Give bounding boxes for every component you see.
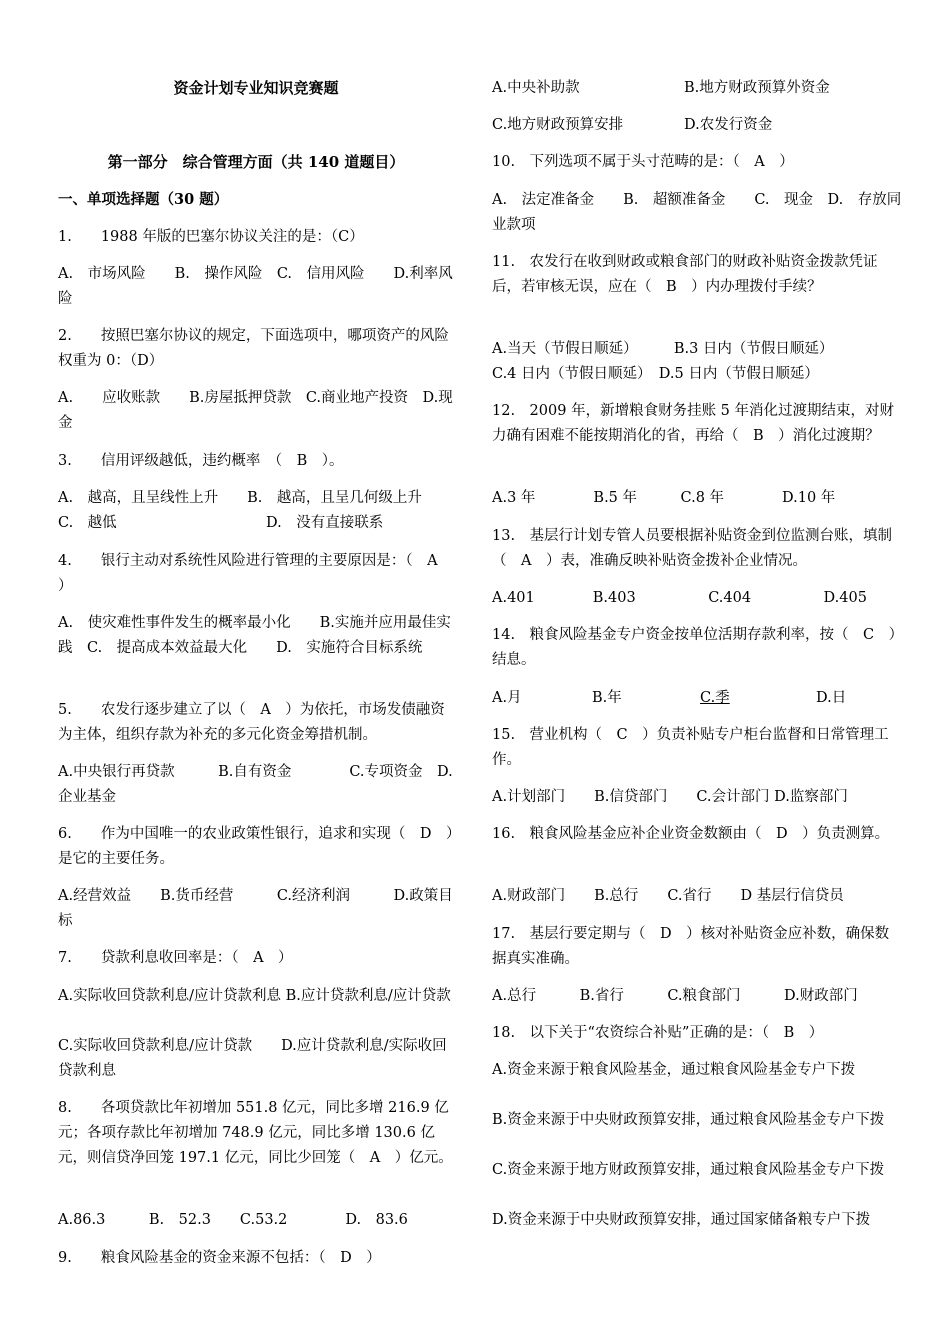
document-title: 资金计划专业知识竞赛题 — [173, 79, 339, 97]
question-18: 18. 以下关于“农资综合补贴”正确的是：（ B ） — [492, 1025, 824, 1041]
question-16-options: A.财政部门 B.总行 C.省行 D 基层行信贷员 — [492, 888, 844, 904]
question-8-options: A.86.3 B. 52.3 C.53.2 D. 83.6 — [58, 1212, 408, 1228]
question-14-options — [492, 686, 902, 711]
question-14-option-c: C.季 — [700, 690, 730, 706]
question-6: 6. 作为中国唯一的农业政策性银行，追求和实现（ D ）是它的主要任务。 — [58, 826, 454, 867]
question-15-options: A.计划部门 B.信贷部门 C.会计部门 D.监察部门 — [492, 789, 848, 805]
question-18-option-a: A.资金来源于粮食风险基金，通过粮食风险基金专户下拨 — [492, 1062, 856, 1078]
question-17-options: A.总行 B.省行 C.粮食部门 D.财政部门 — [492, 988, 858, 1004]
question-13-options: A.401 B.403 C.404 D.405 — [492, 590, 867, 606]
question-3: 3. 信用评级越低，违约概率 （ B ）。 — [58, 453, 344, 469]
question-11-options-line-2: C.4 日内（节假日顺延） D.5 日内（节假日顺延） — [492, 366, 819, 382]
question-6-options: A.经营效益 B.货币经营 C.经济利润 D.政策目标 — [58, 888, 453, 929]
question-3-option-c: C. 越低 — [58, 515, 117, 531]
question-5: 5. 农发行逐步建立了以（ A ）为依托，市场发债融资为主体，组织存款为补充的多元化资金筹措机制。 — [58, 702, 445, 743]
question-9-option-c: C.地方财政预算安排 — [492, 117, 624, 133]
question-10-options: A. 法定准备金 B. 超额准备金 C. 现金 D. 存放同业款项 — [492, 192, 902, 233]
question-3-options-line-2 — [58, 511, 454, 536]
question-9-option-a: A.中央补助款 — [492, 80, 580, 96]
question-9-options-line-1 — [492, 76, 902, 101]
question-10: 10. 下列选项不属于头寸范畴的是：（ A ） — [492, 154, 794, 170]
question-5-options: A.中央银行再贷款 B.自有资金 C.专项资金 D.企业基金 — [58, 764, 453, 805]
question-18-option-d: D.资金来源于中央财政预算安排，通过国家储备粮专户下拨 — [492, 1212, 871, 1228]
question-1: 1. 1988 年版的巴塞尔协议关注的是：（C） — [58, 229, 364, 245]
question-4: 4. 银行主动对系统性风险进行管理的主要原因是：（ A ） — [58, 553, 453, 594]
question-14-option-b: B.年 — [592, 690, 622, 706]
question-13: 13. 基层行计划专管人员要根据补贴资金到位监测台账，填制（ A ）表，准确反映补贴资金拨补企业情况。 — [492, 528, 893, 569]
question-14-option-d: D.日 — [816, 690, 847, 706]
question-15: 15. 营业机构（ C ）负责补贴专户柜台监督和日常管理工作。 — [492, 727, 889, 768]
question-9: 9. 粮食风险基金的资金来源不包括：（ D ） — [58, 1250, 381, 1266]
question-3-options-line-1: A. 越高，且呈线性上升 B. 越高，且呈几何级上升 — [58, 490, 422, 506]
question-11: 11. 农发行在收到财政或粮食部门的财政补贴资金拨款凭证后，若审核无误，应在（ B ）内办理拨付手续？ — [492, 254, 878, 295]
question-18-option-b: B.资金来源于中央财政预算安排，通过粮食风险基金专户下拨 — [492, 1112, 885, 1128]
question-9-options-line-2 — [492, 113, 902, 138]
question-17: 17. 基层行要定期与（ D ）核对补贴资金应补数，确保数据真实准确。 — [492, 926, 890, 967]
question-2: 2. 按照巴塞尔协议的规定，下面选项中，哪项资产的风险权重为 0：（D） — [58, 328, 449, 369]
question-1-options: A. 市场风险 B. 操作风险 C. 信用风险 D.利率风险 — [58, 266, 453, 307]
question-14-option-a: A.月 — [492, 690, 522, 706]
question-7-options-line-1: A.实际收回贷款利息/应计贷款利息 B.应计贷款利息/应计贷款 — [58, 988, 451, 1004]
question-7-options-line-2: C.实际收回贷款利息/应计贷款 D.应计贷款利息/实际收回贷款利息 — [58, 1038, 447, 1079]
question-18-option-c: C.资金来源于地方财政预算安排，通过粮食风险基金专户下拨 — [492, 1162, 885, 1178]
part-title: 第一部分 综合管理方面（共 140 道题目） — [107, 153, 405, 171]
question-8: 8. 各项贷款比年初增加 551.8 亿元，同比多增 216.9 亿元；各项存款比年初增加 748.9 亿元，同比多增 130.6 亿元，则信贷净回笼 197.1 亿元，同比少回笼（ A ）亿元。 — [58, 1100, 453, 1166]
question-4-options: A. 使灾难性事件发生的概率最小化 B.实施并应用最佳实践 C. 提高成本效益最大化 D. 实施符合目标系统 — [58, 615, 451, 656]
question-2-options: A. 应收账款 B.房屋抵押贷款 C.商业地产投资 D.现金 — [58, 390, 453, 431]
question-14: 14. 粮食风险基金专户资金按单位活期存款利率，按（ C ）结息。 — [492, 627, 896, 668]
question-16: 16. 粮食风险基金应补企业资金数额由（ D ）负责测算。 — [492, 826, 890, 842]
question-9-option-d: D.农发行资金 — [684, 117, 773, 133]
question-3-option-d: D. 没有直接联系 — [266, 515, 384, 531]
section-title: 一、单项选择题（30 题） — [58, 191, 229, 208]
question-9-option-b: B.地方财政预算外资金 — [684, 80, 830, 96]
question-11-options-line-1: A.当天（节假日顺延） B.3 日内（节假日顺延） — [492, 341, 834, 357]
question-12-options: A.3 年 B.5 年 C.8 年 D.10 年 — [492, 490, 836, 506]
question-7: 7. 贷款利息收回率是：（ A ） — [58, 950, 293, 966]
question-12: 12. 2009 年，新增粮食财务挂账 5 年消化过渡期结束，对财力确有困难不能按期消化的省，再给（ B ）消化过渡期？ — [492, 403, 895, 444]
